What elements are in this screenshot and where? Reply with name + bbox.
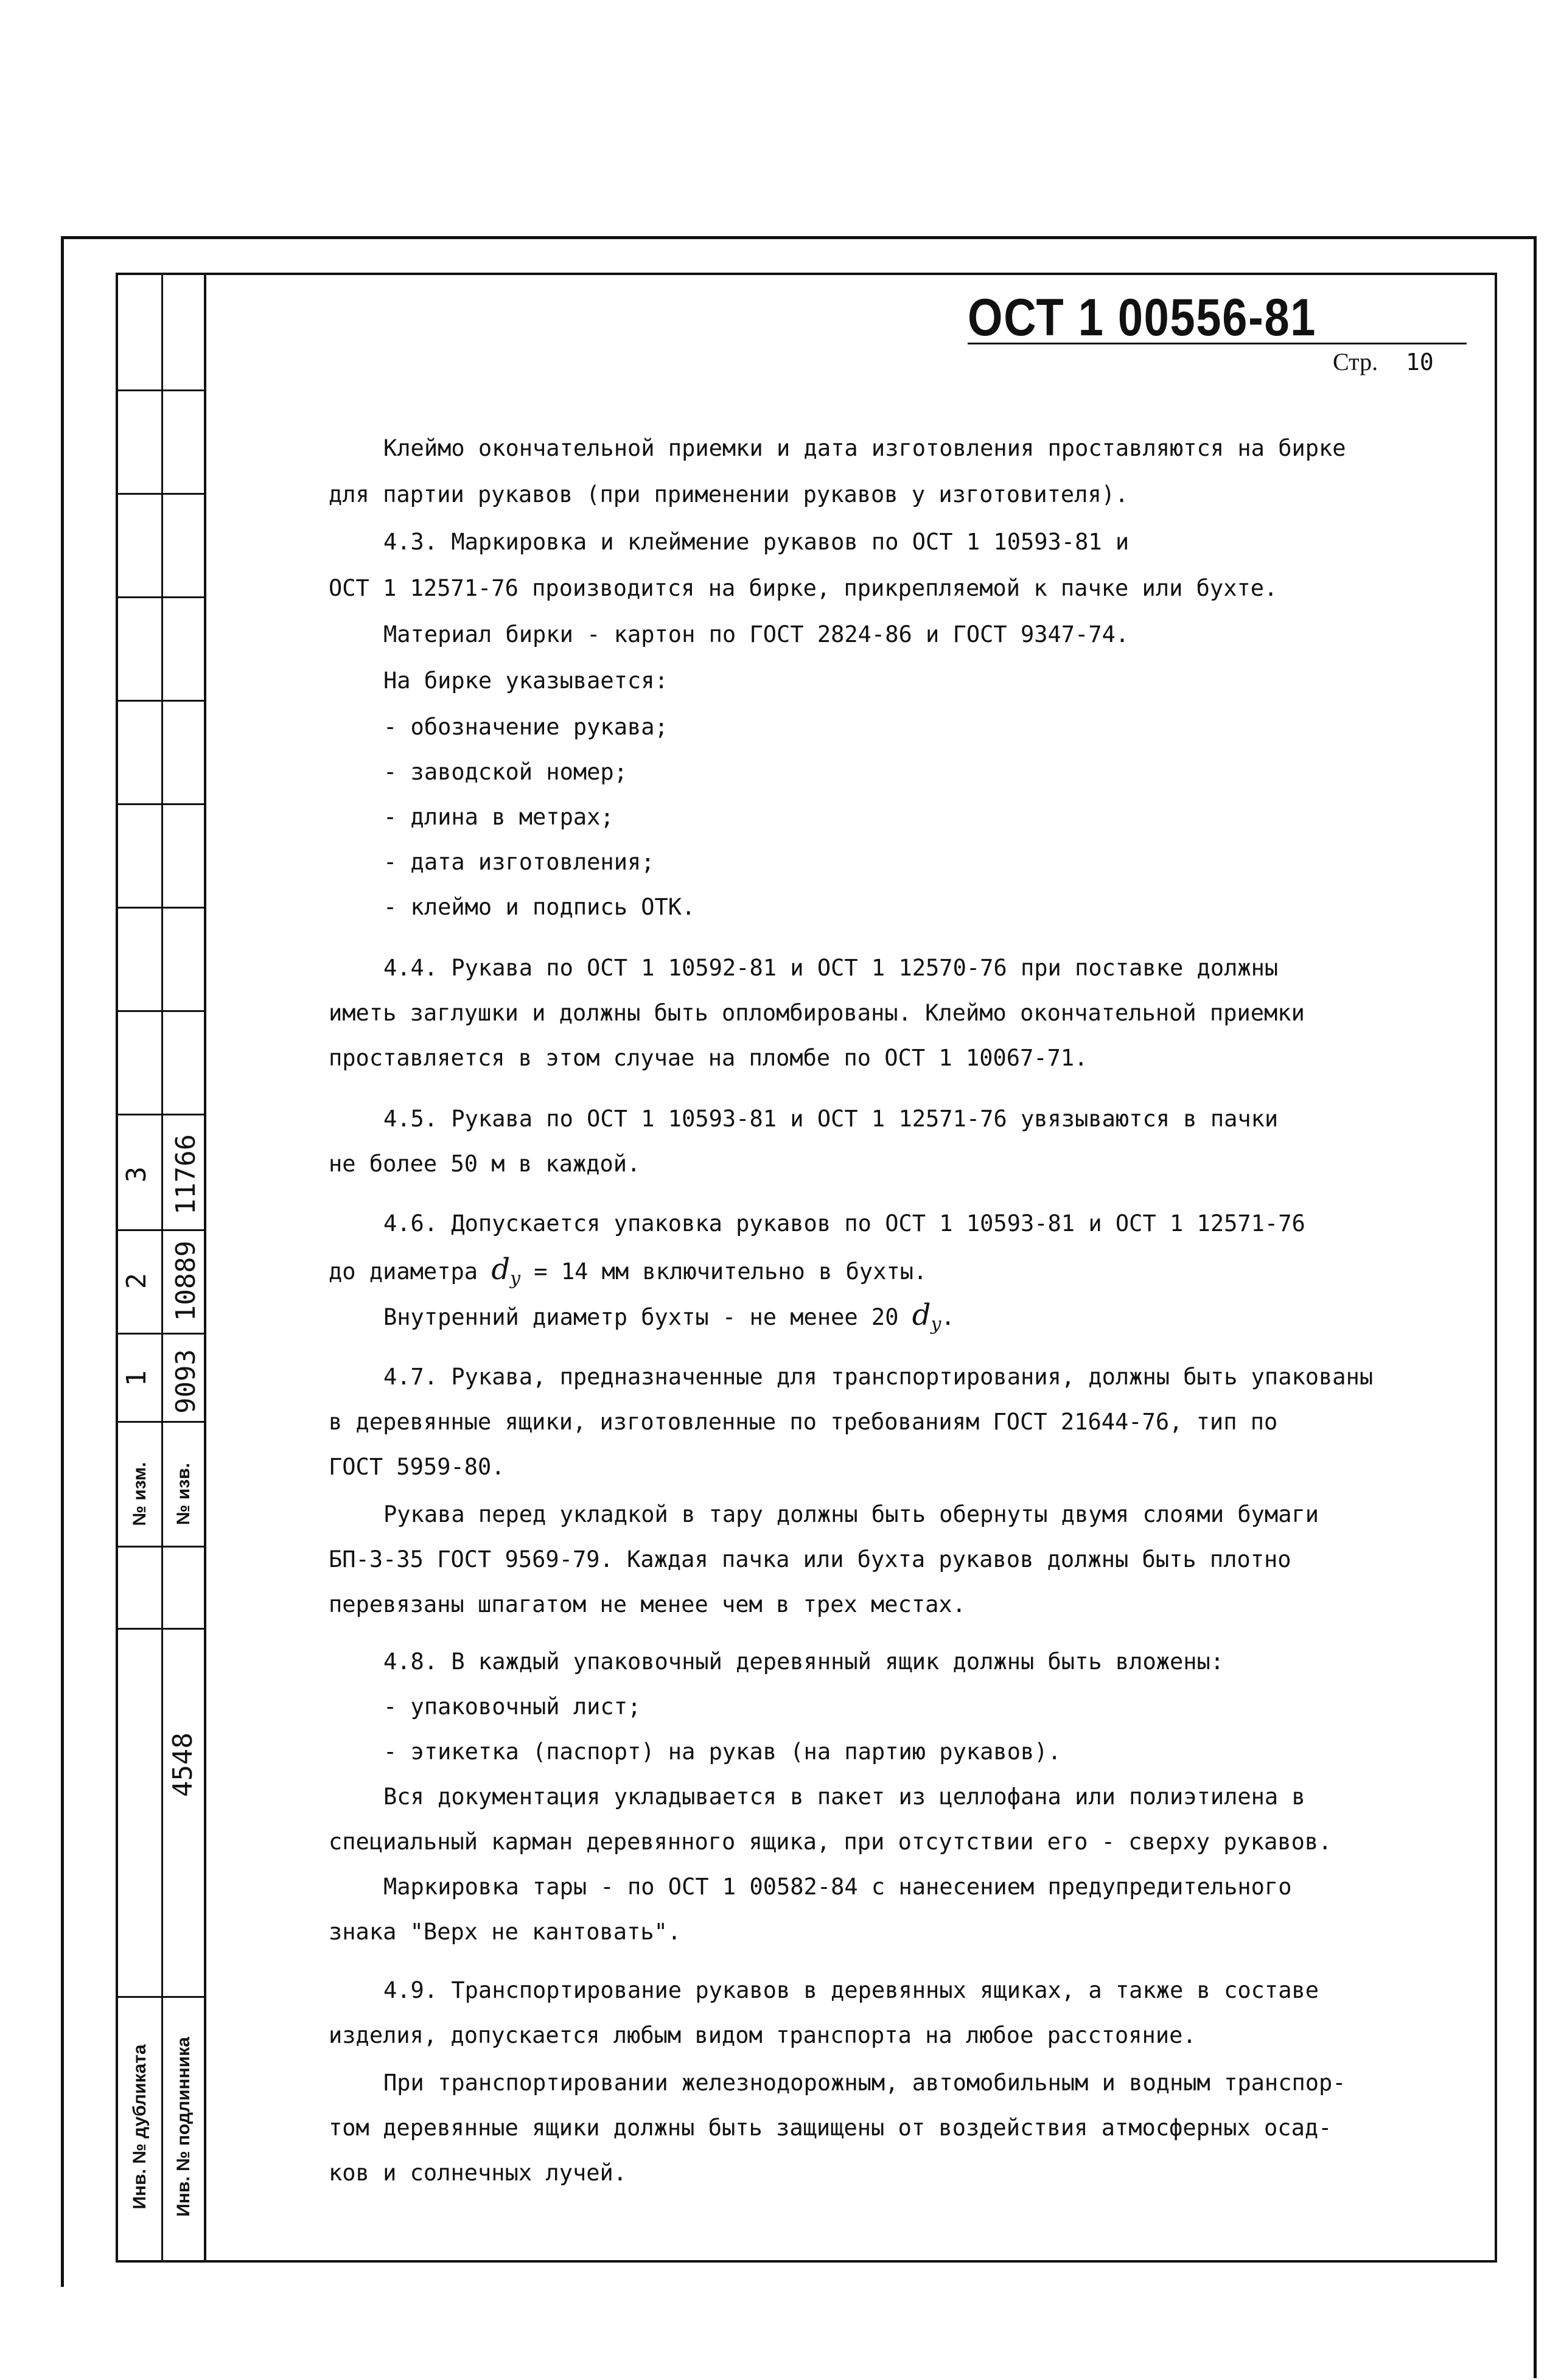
list-item: - заводской номер; [383, 759, 627, 785]
text-line: 4.9. Транспортирование рукавов в деревянных ящиках, а также в составе [383, 1977, 1319, 2003]
inner-frame-right [1495, 273, 1497, 2263]
label-duplicate-inv: Инв. № дубликата [130, 2044, 150, 2210]
text-line: для партии рукавов (при применении рукавов у изготовителя). [329, 481, 1129, 508]
text-fragment: = 14 мм включительно в бухты. [534, 1258, 927, 1285]
margin-rule [116, 1546, 206, 1548]
margin-rule [116, 1628, 206, 1630]
text-line: том деревянные ящики должны быть защищены от воздействия атмосферных осад- [329, 2115, 1332, 2141]
inner-frame-bottom [116, 2260, 1497, 2263]
inventory-number: 4548 [167, 1733, 198, 1797]
label-notice-no: № изв. [173, 1463, 194, 1525]
label-change-no: № изм. [130, 1462, 150, 1526]
page-number: 10 [1406, 349, 1434, 375]
margin-rule [116, 389, 206, 391]
change-doc-2: 10889 [170, 1240, 201, 1322]
margin-rule [116, 493, 206, 495]
margin-rule [116, 907, 206, 909]
text-line: ОСТ 1 12571-76 производится на бирке, прикрепляемой к пачке или бухте. [329, 575, 1278, 601]
text-line: в деревянные ящики, изготовленные по требованиям ГОСТ 21644-76, тип по [329, 1409, 1278, 1435]
margin-col-line-2 [161, 273, 163, 2263]
page-label: Стр. [1333, 348, 1378, 375]
change-doc-3: 11766 [170, 1134, 201, 1215]
margin-rule [116, 1010, 206, 1012]
text-line: ГОСТ 5959-80. [329, 1454, 505, 1480]
text-line: 4.5. Рукава по ОСТ 1 10593-81 и ОСТ 1 12571-76 увязываются в пачки [383, 1106, 1279, 1132]
list-item: - этикетка (паспорт) на рукав (на партию рукавов). [383, 1739, 1061, 1765]
text-line: 4.7. Рукава, предназначенные для транспортирования, должны быть упакованы [383, 1364, 1374, 1390]
text-line: не более 50 м в каждой. [329, 1151, 641, 1177]
text-line: проставляется в этом случае на пломбе по ОСТ 1 10067-71. [329, 1045, 1088, 1071]
text-line: ков и солнечных лучей. [329, 2160, 627, 2186]
list-item: - клеймо и подпись ОТК. [383, 894, 696, 920]
list-item: - дата изготовления; [383, 849, 655, 875]
margin-rule [116, 700, 206, 702]
text-line: На бирке указывается: [383, 668, 668, 694]
change-number-2: 2 [121, 1272, 152, 1289]
text-line-diameter [329, 1251, 1461, 1288]
margin-rule [116, 596, 206, 598]
text-line: БП-3-35 ГОСТ 9569-79. Каждая пачка или бухта рукавов должны быть плотно [329, 1546, 1291, 1572]
text-line: 4.4. Рукава по ОСТ 1 10592-81 и ОСТ 1 12570-76 при поставке должны [383, 955, 1279, 981]
change-number-3: 3 [121, 1166, 152, 1183]
text-line: При транспортировании железнодорожным, автомобильным и водным транспор- [383, 2070, 1346, 2096]
symbol-subscript: y [931, 1313, 941, 1335]
text-line: Клеймо окончательной приемки и дата изготовления проставляются на бирке [383, 435, 1346, 461]
list-item: - обозначение рукава; [383, 714, 668, 740]
margin-table-vert-1 [116, 1114, 117, 1421]
inner-frame-top [116, 273, 1497, 275]
text-line: Рукава перед укладкой в тару должны быть обернуты двумя слоями бумаги [383, 1501, 1319, 1527]
text-line: 4.8. В каждый упаковочный деревянный ящик должны быть вложены: [383, 1649, 1224, 1675]
margin-rule [116, 1996, 206, 1998]
text-line: перевязаны шпагатом не менее чем в трех местах. [329, 1591, 966, 1617]
text-line: специальный карман деревянного ящика, при отсутствии его - сверху рукавов. [329, 1829, 1332, 1855]
list-item: - упаковочный лист; [383, 1694, 641, 1720]
symbol-d: d [491, 1252, 511, 1286]
text-fragment: Внутренний диаметр бухты - не менее 20 [383, 1304, 899, 1330]
symbol-d: d [912, 1298, 931, 1332]
text-line: Вся документация укладывается в пакет из целлофана или полиэтилена в [383, 1784, 1305, 1810]
text-fragment: до диаметра [329, 1258, 478, 1285]
document-code: ОСТ 1 00556-81 [968, 288, 1317, 347]
text-line: знака "Верх не кантовать". [329, 1919, 682, 1945]
text-line: 4.3. Маркировка и клеймение рукавов по ОСТ 1 10593-81 и [383, 529, 1130, 555]
text-line: 4.6. Допускается упаковка рукавов по ОСТ 1 10593-81 и ОСТ 1 12571-76 [383, 1210, 1305, 1237]
text-line: Материал бирки - картон по ГОСТ 2824-86 и ГОСТ 9347-74. [383, 621, 1130, 647]
change-doc-1: 9093 [170, 1349, 201, 1414]
list-item: - длина в метрах; [383, 804, 614, 830]
label-original-inv: Инв. № подлинника [173, 2037, 194, 2217]
outer-frame-left [61, 236, 64, 2287]
text-line: иметь заглушки и должны быть опломбированы. Клеймо окончательной приемки [329, 1000, 1305, 1026]
outer-frame-top [61, 236, 1537, 239]
margin-rule [116, 803, 206, 805]
text-line-inner-diameter: Внутренний диаметр бухты - не менее 20 $d_y$. [383, 1298, 955, 1335]
symbol-subscript: y [510, 1268, 521, 1289]
text-line: изделия, допускается любым видом транспорта на любое расстояние. [329, 2022, 1196, 2048]
change-number-1: 1 [121, 1370, 152, 1387]
text-line: Маркировка тары - по ОСТ 1 00582-84 с нанесением предупредительного [383, 1874, 1292, 1900]
outer-frame-right [1534, 236, 1537, 2378]
